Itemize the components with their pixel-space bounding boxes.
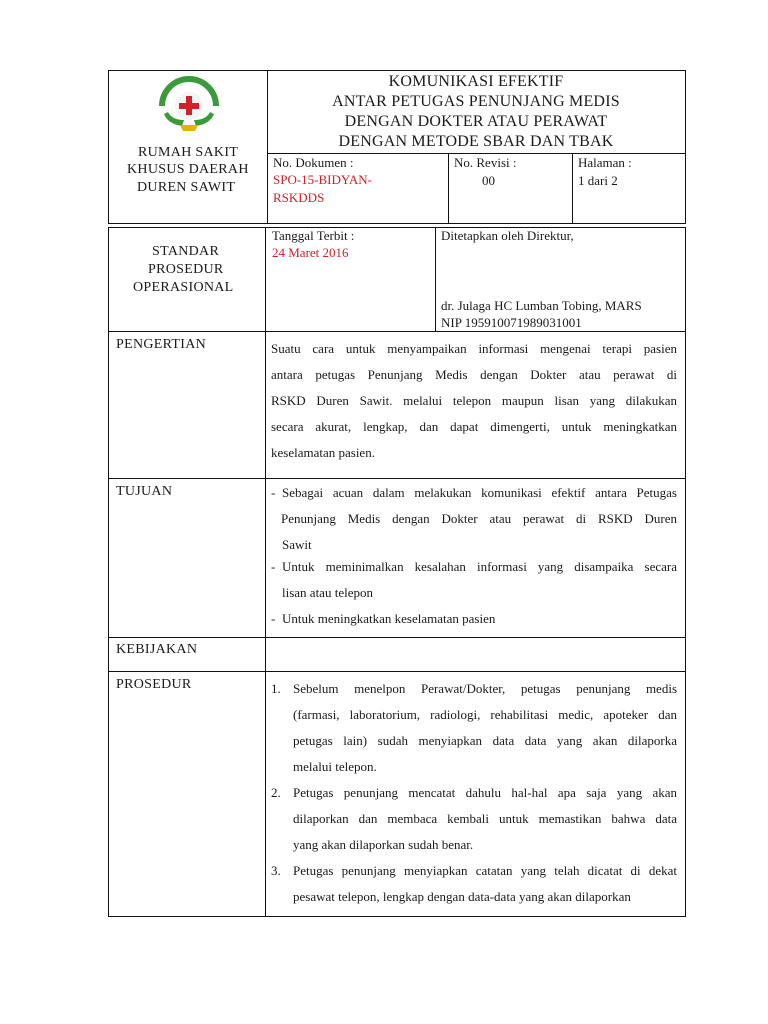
sop-label-line3: OPERASIONAL: [133, 280, 234, 295]
doc-number-value-line2: RSKDDS: [273, 190, 325, 205]
tujuan-item: [271, 480, 677, 560]
step-line: Petugas penunjang menyiapkan catatan yang telah dicatat di dekat: [293, 863, 677, 878]
revision-value: 00: [482, 173, 495, 188]
revision-label: No. Revisi :: [454, 155, 517, 170]
pengertian-line: secara akurat, lengkap, dan dapat dimengerti, untuk meningkatkan: [271, 419, 677, 434]
step-number: 1.: [271, 681, 281, 696]
director-nip: NIP 195910071989031001: [441, 315, 582, 330]
pengertian-text: [271, 336, 677, 466]
tujuan-line: Untuk meminimalkan kesalahan informasi yang disampaika secara: [282, 559, 677, 574]
bullet-dash: -: [271, 485, 276, 500]
tujuan-line: Untuk meningkatkan keselamatan pasien: [282, 611, 496, 626]
step-line: pesawat telepon, lengkap dengan data-data yang akan dilaporkan: [293, 889, 631, 904]
hospital-name-line2: KHUSUS DAERAH: [127, 162, 249, 177]
tujuan-item: [271, 554, 677, 608]
hospital-logo: [158, 76, 220, 134]
step-line: Sebelum menelpon Perawat/Dokter, petugas penunjang medis: [293, 681, 677, 696]
page-label: Halaman :: [578, 155, 632, 170]
doc-number-label: No. Dokumen :: [273, 155, 354, 170]
step-line: dilaporkan dan membaca kembali untuk memastikan bahwa data: [293, 811, 677, 826]
document-title-line1: KOMUNIKASI EFEKTIF: [388, 73, 564, 90]
doc-number-value-line1: SPO-15-BIDYAN-: [273, 172, 372, 187]
step-line: petugas lain) sudah menyiapkan data data yang akan dilaporka: [293, 733, 677, 748]
tujuan-line: Penunjang Medis dengan Dokter atau perawat di RSKD Duren: [281, 511, 677, 526]
tujuan-line: lisan atau telepon: [282, 585, 373, 600]
issued-date-label: Tanggal Terbit :: [272, 228, 355, 243]
document-title-line3: DENGAN DOKTER ATAU PERAWAT: [344, 113, 608, 130]
step-line: yang akan dilaporkan sudah benar.: [293, 837, 474, 852]
bullet-dash: -: [271, 611, 276, 626]
prosedur-label: PROSEDUR: [116, 677, 192, 692]
tujuan-line: Sebagai acuan dalam melakukan komunikasi efektif antara Petugas: [282, 485, 677, 500]
document-title-line2: ANTAR PETUGAS PENUNJANG MEDIS: [332, 93, 620, 110]
sop-label-line2: PROSEDUR: [148, 262, 224, 277]
document-title-line4: DENGAN METODE SBAR DAN TBAK: [338, 133, 614, 150]
pengertian-label: PENGERTIAN: [116, 337, 207, 352]
bullet-dash: -: [271, 559, 276, 574]
step-number: 3.: [271, 863, 281, 878]
sop-label-line1: STANDAR: [152, 244, 220, 259]
pengertian-line: Suatu cara untuk menyampaikan informasi mengenai terapi pasien: [271, 341, 677, 356]
step-number: 2.: [271, 785, 281, 800]
hospital-name-line3: DUREN SAWIT: [137, 180, 236, 195]
tujuan-label: TUJUAN: [116, 484, 173, 499]
pengertian-line: antara petugas Penunjang Medis dengan Dokter atau perawat di: [271, 367, 677, 382]
director-name: dr. Julaga HC Lumban Tobing, MARS: [441, 298, 642, 313]
tujuan-item: [271, 606, 677, 634]
pengertian-line: RSKD Duren Sawit. melalui telepon maupun lisan yang dilakukan: [271, 393, 677, 408]
issued-date-value: 24 Maret 2016: [272, 245, 349, 260]
kebijakan-label: KEBIJAKAN: [116, 642, 198, 657]
prosedur-step: [271, 676, 677, 780]
pengertian-line: keselamatan pasien.: [271, 445, 375, 460]
page-value: 1 dari 2: [578, 173, 618, 188]
step-line: (farmasi, laboratorium, radiologi, rehabilitasi medic, apoteker dan: [293, 707, 677, 722]
step-line: Petugas penunjang mencatat dahulu hal-hal apa saja yang akan: [293, 785, 677, 800]
approved-by-label: Ditetapkan oleh Direktur,: [441, 228, 574, 243]
prosedur-step: [271, 858, 677, 912]
tujuan-line: Sawit: [282, 537, 312, 552]
prosedur-step: [271, 780, 677, 858]
hospital-name-line1: RUMAH SAKIT: [138, 145, 239, 160]
step-line: melalui telepon.: [293, 759, 377, 774]
